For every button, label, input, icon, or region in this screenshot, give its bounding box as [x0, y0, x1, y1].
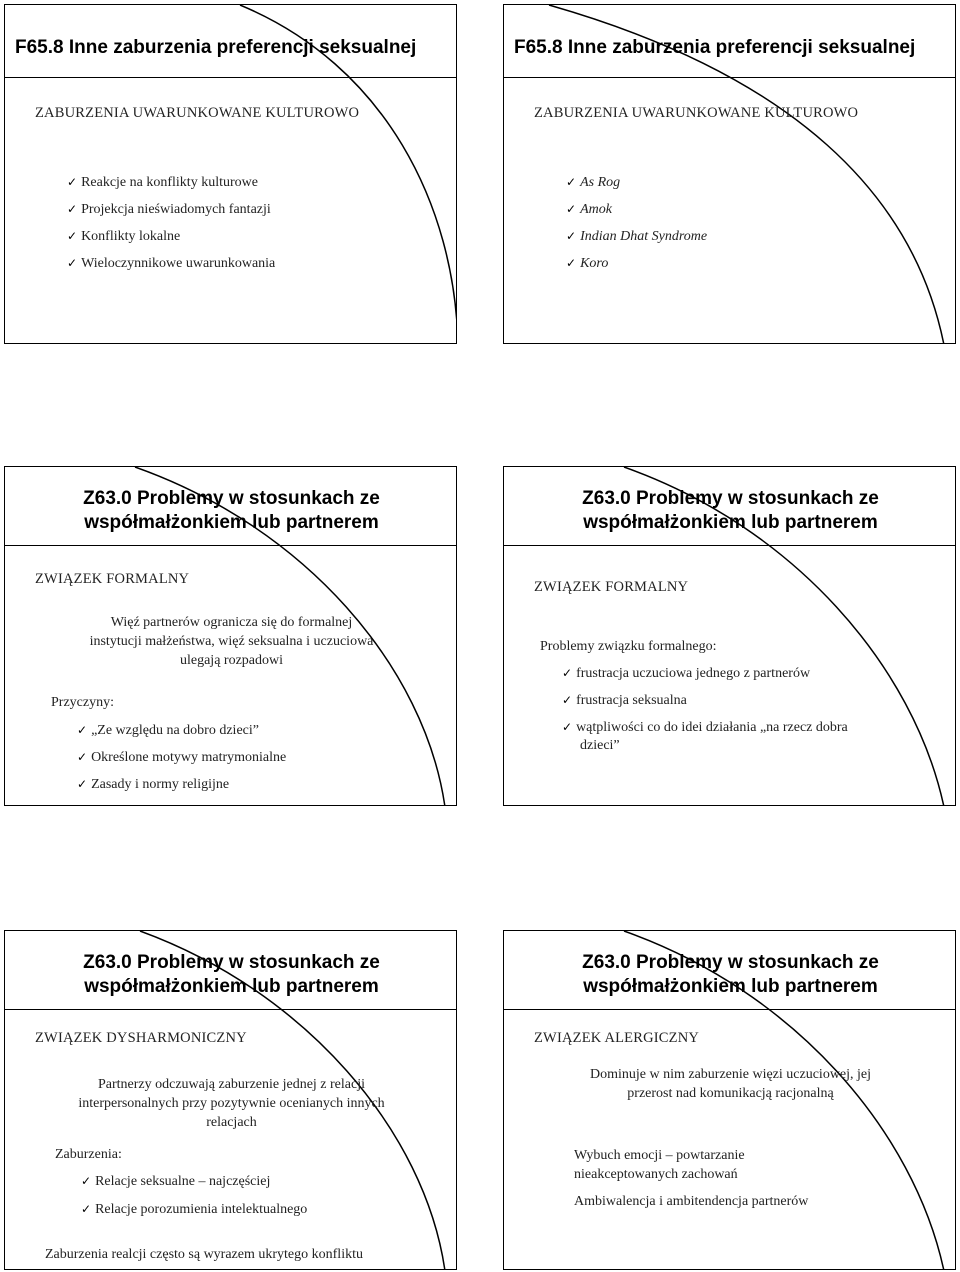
title-divider	[5, 77, 457, 78]
slide-2	[503, 4, 956, 344]
slide-title	[504, 951, 956, 999]
text-line: Ambiwalencja i ambitendencja partnerów	[574, 1194, 809, 1209]
title-line: Z63.0 Problemy w stosunkach ze	[582, 488, 879, 509]
title-line: współmałżonkiem lub partnerem	[84, 512, 379, 533]
paragraph-line: interpersonalnych przy pozytywnie ocenianych innych	[78, 1096, 385, 1111]
list-label: Przyczyny:	[51, 695, 114, 710]
title-divider	[504, 1009, 956, 1010]
text-line: nieakceptowanych zachowań	[574, 1167, 738, 1182]
paragraph-line: relacjach	[206, 1115, 257, 1130]
slide-title	[5, 487, 457, 535]
title-divider	[5, 545, 457, 546]
section-header: ZWIĄZEK ALERGICZNY	[534, 1030, 700, 1046]
title-line: współmałżonkiem lub partnerem	[84, 976, 379, 997]
title-line: Z63.0 Problemy w stosunkach ze	[83, 488, 380, 509]
slide-title: F65.8 Inne zaburzenia preferencji seksualnej	[514, 37, 916, 58]
list-item: ✓ frustracja uczuciowa jednego z partnerów	[562, 666, 810, 682]
slide-title: F65.8 Inne zaburzenia preferencji seksualnej	[15, 37, 417, 58]
text-line: Wybuch emocji – powtarzanie	[574, 1148, 745, 1163]
list-item: ✓ Relacje seksualne – najczęściej	[81, 1174, 270, 1190]
list-item: ✓ wątpliwości co do idei działania „na rzecz dobra	[562, 720, 848, 736]
paragraph-line: Partnerzy odczuwają zaburzenie jednej z relacji	[97, 1077, 365, 1092]
slide-1	[4, 4, 457, 344]
list-item: ✓ frustracja seksualna	[562, 693, 687, 709]
list-item: ✓ Indian Dhat Syndrome	[566, 229, 707, 245]
title-divider	[5, 1009, 457, 1010]
slide-title	[5, 951, 457, 999]
paragraph-line: instytucji małżeństwa, więź seksualna i uczuciowa	[89, 634, 374, 649]
section-header: ZABURZENIA UWARUNKOWANE KULTUROWO	[35, 105, 360, 121]
list-item: ✓ Zasady i normy religijne	[77, 777, 229, 793]
list-item: ✓ Relacje porozumienia intelektualnego	[81, 1202, 307, 1218]
list-item: ✓ Konflikty lokalne	[67, 229, 180, 245]
list-item: ✓ Określone motywy matrymonialne	[77, 750, 286, 766]
list-item: ✓ Reakcje na konflikty kulturowe	[67, 175, 258, 191]
list-item: ✓ As Rog	[566, 175, 620, 191]
slide-5	[4, 930, 457, 1270]
list-item: ✓ Amok	[566, 202, 612, 218]
list-label: Zaburzenia:	[55, 1147, 122, 1162]
title-line: współmałżonkiem lub partnerem	[583, 976, 878, 997]
slide-4	[503, 466, 956, 806]
section-header: ZWIĄZEK FORMALNY	[35, 571, 190, 587]
title-line: Z63.0 Problemy w stosunkach ze	[83, 952, 380, 973]
slide-3	[4, 466, 457, 806]
list-item: ✓ Wieloczynnikowe uwarunkowania	[67, 256, 275, 272]
list-item: ✓ „Ze względu na dobro dzieci”	[77, 723, 259, 739]
paragraph-line: przerost nad komunikacją racjonalną	[627, 1086, 834, 1101]
list-item: ✓ Projekcja nieświadomych fantazji	[67, 202, 271, 218]
footer-note: Zaburzenia realcji często są wyrazem ukrytego konfliktu	[45, 1247, 363, 1262]
paragraph	[5, 613, 457, 670]
title-divider	[504, 77, 956, 78]
title-line: współmałżonkiem lub partnerem	[583, 512, 878, 533]
title-line: Z63.0 Problemy w stosunkach ze	[582, 952, 879, 973]
paragraph-line: Więź partnerów ogranicza się do formalnej	[110, 615, 353, 630]
title-divider	[504, 545, 956, 546]
slide-title	[504, 487, 956, 535]
paragraph	[5, 1075, 457, 1132]
slide-6	[503, 930, 956, 1270]
section-header: ZWIĄZEK FORMALNY	[534, 579, 689, 595]
section-header: ZABURZENIA UWARUNKOWANE KULTUROWO	[534, 105, 859, 121]
paragraph-line: ulegają rozpadowi	[179, 653, 283, 668]
list-item-continuation: dzieci”	[580, 738, 620, 753]
paragraph-line: Dominuje w nim zaburzenie więzi uczuciowej, jej	[589, 1067, 872, 1082]
list-item: ✓ Koro	[566, 256, 608, 272]
section-header: ZWIĄZEK DYSHARMONICZNY	[35, 1030, 247, 1046]
list-label: Problemy związku formalnego:	[540, 639, 717, 654]
paragraph	[504, 1065, 956, 1103]
